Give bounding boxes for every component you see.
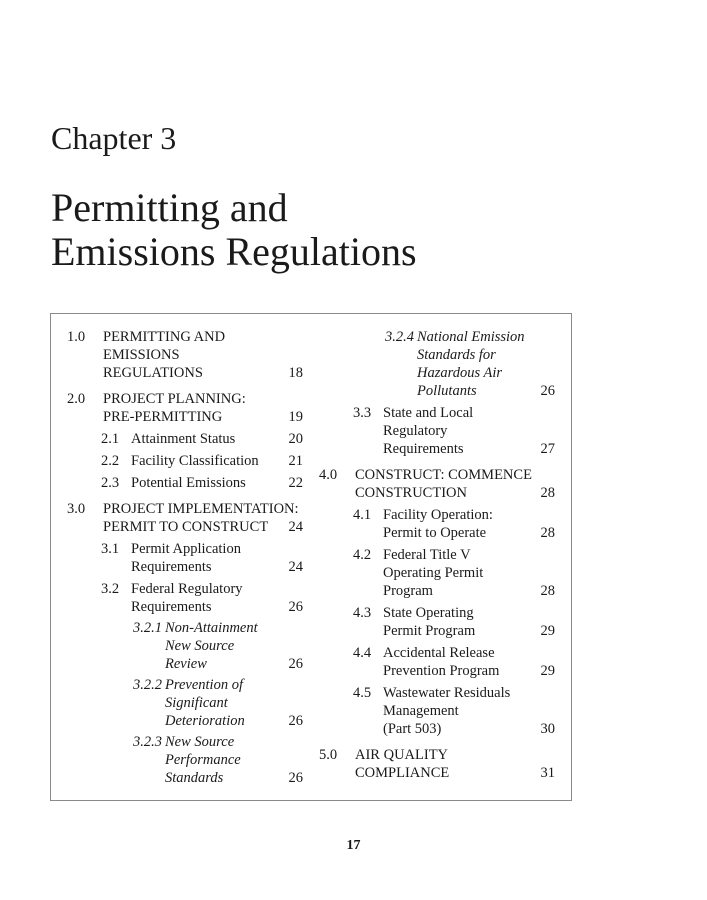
- toc-entry-line: Standards: [165, 770, 224, 786]
- toc-entry: [67, 500, 303, 536]
- toc-entry-page: 21: [288, 453, 303, 469]
- toc-column-right: [319, 328, 555, 782]
- toc-entry-line: Accidental Release: [383, 645, 495, 661]
- toc-entry-page: 28: [540, 485, 555, 501]
- toc-entry-title: [67, 328, 303, 382]
- toc-entry-page: 26: [288, 599, 303, 615]
- toc-entry: [67, 676, 303, 730]
- toc-entry-line: (Part 503): [383, 721, 442, 737]
- toc-entry-line: Requirements: [131, 599, 212, 615]
- toc-entry-number: 3.2.4: [385, 329, 414, 345]
- toc-entry: [67, 328, 303, 382]
- toc-entry-line: CONSTRUCT: COMMENCE: [355, 467, 532, 483]
- toc-entry-line: Pollutants: [417, 383, 477, 399]
- toc-entry-number: 4.3: [353, 605, 372, 621]
- toc-entry-line: Regulatory: [383, 423, 448, 439]
- toc-entry-title: [319, 466, 555, 502]
- toc-entry-line: Wastewater Residuals: [383, 685, 511, 701]
- toc-entry: [319, 328, 555, 400]
- toc-entry-title: [67, 733, 303, 787]
- toc-entry: [319, 546, 555, 600]
- toc-entry-number: 5.0: [319, 747, 338, 763]
- toc-entry-line: Permit Program: [383, 623, 476, 639]
- toc-entry-number: 2.2: [101, 453, 120, 469]
- toc-entry-line: PROJECT IMPLEMENTATION:: [103, 501, 299, 517]
- toc-entry-line: Management: [383, 703, 459, 719]
- toc-entry-line: Requirements: [383, 441, 464, 457]
- toc-entry-line: Non-Attainment: [165, 620, 258, 636]
- toc-entry: [67, 733, 303, 787]
- toc-entry-page: 28: [540, 525, 555, 541]
- toc-entry-line: Prevention of: [165, 677, 243, 693]
- toc-entry-title: [67, 500, 303, 536]
- toc-entry-line: Requirements: [131, 559, 212, 575]
- toc-entry-number: 3.2.3: [133, 734, 162, 750]
- toc-entry-line: Federal Regulatory: [131, 581, 243, 597]
- toc-entry-line: AIR QUALITY: [355, 747, 449, 763]
- toc-entry-number: 4.2: [353, 547, 372, 563]
- toc-entry-number: 3.2.1: [133, 620, 162, 636]
- toc-entry: [67, 580, 303, 616]
- toc-entry-page: 31: [540, 765, 555, 781]
- toc-entry: [319, 506, 555, 542]
- toc-entry-line: Permit to Operate: [383, 525, 487, 541]
- toc-entry: [67, 430, 303, 448]
- toc-entry-number: 2.3: [101, 475, 120, 491]
- toc-entry-line: State and Local: [383, 405, 474, 421]
- toc-entry: [67, 474, 303, 492]
- toc-entry-line: Facility Operation:: [383, 507, 493, 523]
- toc-entry-page: 24: [288, 519, 303, 535]
- toc-entry-number: 4.5: [353, 685, 372, 701]
- toc-entry-title: [67, 619, 303, 673]
- toc-column-left: [67, 328, 303, 787]
- toc-entry-page: 20: [288, 431, 303, 447]
- toc-entry-line: COMPLIANCE: [355, 765, 450, 781]
- toc-entry-line: Review: [165, 656, 207, 672]
- toc-entry-page: 27: [540, 441, 555, 457]
- toc-entry: [319, 404, 555, 458]
- toc-entry-line: REGULATIONS: [103, 365, 203, 381]
- toc-entry-line: Attainment Status: [131, 431, 236, 447]
- toc-entry-number: 1.0: [67, 329, 86, 345]
- toc-entry-number: 3.2: [101, 581, 120, 597]
- page-number: 17: [346, 838, 361, 853]
- toc-entry-page: 28: [540, 583, 555, 599]
- toc-entry-line: New Source: [165, 638, 235, 654]
- toc-entry-line: Deterioration: [165, 713, 245, 729]
- toc-entry-number: 3.2.2: [133, 677, 162, 693]
- toc-entry-line: Federal Title V: [383, 547, 471, 563]
- toc-entry: [319, 644, 555, 680]
- toc-entry: [67, 540, 303, 576]
- toc-entry: [67, 452, 303, 470]
- toc-entry-line: CONSTRUCTION: [355, 485, 467, 501]
- toc-entry-page: 29: [540, 663, 555, 679]
- toc-entry-line: Program: [383, 583, 433, 599]
- toc-entry-line: National Emission: [417, 329, 525, 345]
- chapter-title: [51, 186, 417, 274]
- toc-entry-line: PROJECT PLANNING:: [103, 391, 246, 407]
- toc-entry-line: State Operating: [383, 605, 474, 621]
- chapter-title-line: Emissions Regulations: [51, 229, 417, 274]
- toc-entry-number: 4.0: [319, 467, 338, 483]
- toc-entry-page: 24: [288, 559, 303, 575]
- toc-entry-page: 29: [540, 623, 555, 639]
- toc-entry-page: 26: [288, 770, 303, 786]
- toc-entry: [319, 684, 555, 738]
- toc-entry-page: 26: [288, 713, 303, 729]
- toc-entry-line: Prevention Program: [383, 663, 500, 679]
- chapter-label: Chapter 3: [51, 120, 177, 156]
- toc-entry-page: 22: [288, 475, 303, 491]
- toc-entry-line: Hazardous Air: [417, 365, 503, 381]
- toc-entry-number: 3.0: [67, 501, 86, 517]
- toc-entry-title: [67, 676, 303, 730]
- toc-entry: [67, 619, 303, 673]
- toc-entry-line: Potential Emissions: [131, 475, 246, 491]
- toc-entry-number: 4.1: [353, 507, 372, 523]
- toc-entry-title: [67, 390, 303, 426]
- toc-entry-page: 26: [540, 383, 555, 399]
- toc-entry-number: 2.0: [67, 391, 86, 407]
- toc-entry-line: Facility Classification: [131, 453, 259, 469]
- toc-entry-number: 3.3: [353, 405, 372, 421]
- toc-entry: [319, 746, 555, 782]
- toc-entry-number: 3.1: [101, 541, 120, 557]
- toc-entry-line: PERMIT TO CONSTRUCT: [103, 519, 269, 535]
- toc-entry-line: Performance: [165, 752, 241, 768]
- toc-entry-number: 2.1: [101, 431, 120, 447]
- toc-entry: [319, 466, 555, 502]
- toc-entry: [67, 390, 303, 426]
- table-of-contents: [50, 313, 572, 801]
- toc-entry-line: Standards for: [417, 347, 496, 363]
- toc-entry-line: PERMITTING AND: [103, 329, 226, 345]
- toc-entry-title: [319, 746, 555, 782]
- toc-entry-line: Operating Permit: [383, 565, 484, 581]
- toc-entry-line: EMISSIONS: [103, 347, 180, 363]
- toc-entry-page: 26: [288, 656, 303, 672]
- toc-entry: [319, 604, 555, 640]
- toc-entry-line: New Source: [165, 734, 235, 750]
- toc-entry-line: PRE-PERMITTING: [103, 409, 223, 425]
- toc-entry-line: Permit Application: [131, 541, 241, 557]
- toc-entry-page: 18: [288, 365, 303, 381]
- toc-entry-title: [319, 328, 555, 400]
- toc-entry-line: Significant: [165, 695, 228, 711]
- toc-entry-number: 4.4: [353, 645, 372, 661]
- chapter-title-line: Permitting and: [51, 185, 288, 230]
- toc-entry-page: 30: [540, 721, 555, 737]
- toc-entry-page: 19: [288, 409, 303, 425]
